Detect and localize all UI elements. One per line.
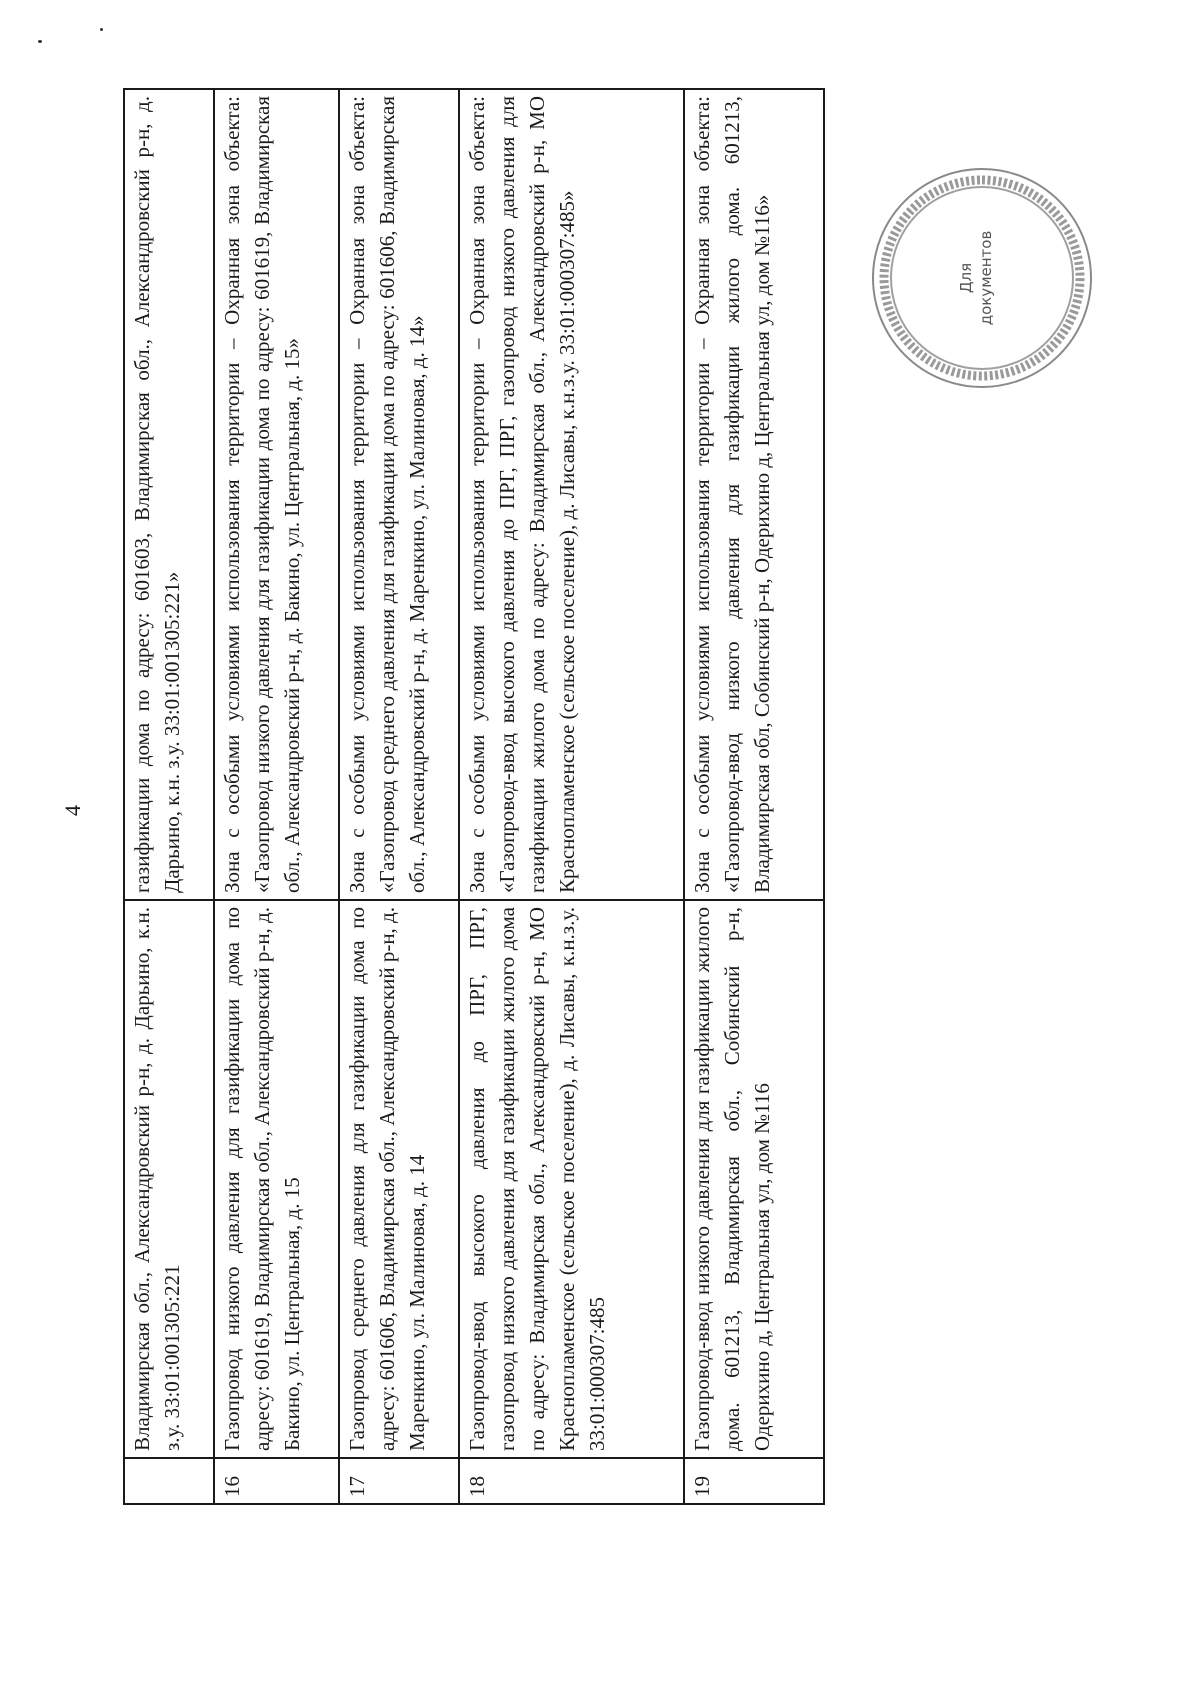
row-number: 16 <box>214 1458 339 1504</box>
seal-center-line2: документов <box>977 230 995 326</box>
object-cell: Газопровод-ввод низкого давления для газификации жилого дома. 601213, Владимирская обл., Собинский р-н, Одерихино д, Центральная ул, дом №116 <box>684 900 824 1458</box>
table-row <box>459 89 684 1504</box>
object-cell: Газопровод среднего давления для газификации дома по адресу: 601606, Владимирская обл., Александровский р-н, д. Маренкино, ул. Малиновая, д. 14 <box>339 900 459 1458</box>
table-row <box>214 89 339 1504</box>
object-cell: Владимирская обл., Александровский р-н, д. Дарьино, к.н. з.у. 33:01:001305:221 <box>124 900 214 1458</box>
object-cell: Газопровод низкого давления для газификации дома по адресу: 601619, Владимирская обл., Александровский р-н, д. Бакино, ул. Центральная, д. 15 <box>214 900 339 1458</box>
zone-cell: Зона с особыми условиями использования территории – Охранная зона объекта: «Газопровод-ввод низкого давления для газификации жилого дома. 601213, Владимирская обл, Собинский р-н, Одерихино д, Центральная ул, дом №116» <box>684 89 824 900</box>
seal-center-line1: Для <box>957 262 975 294</box>
page-number: 4 <box>60 805 85 816</box>
object-cell: Газопровод-ввод высокого давления до ПРГ, ПРГ, газопровод низкого давления для газификации жилого дома по адресу: Владимирская обл., Александровский р-н, МО Краснопламенское (сельское поселение), д. Лисавы, к.н.з.у. 33:01:000307:485 <box>459 900 684 1458</box>
row-number: 17 <box>339 1458 459 1504</box>
zone-cell: Зона с особыми условиями использования территории – Охранная зона объекта: «Газопровод-ввод высокого давления до ПРГ, ПРГ, газопровод низкого давления для газификации жилого дома по адресу: Владимирская обл., Александровский р-н, МО Краснопламенское (сельское поселение), д. Лисавы, к.н.з.у. 33:01:000307:485» <box>459 89 684 900</box>
row-number: 18 <box>459 1458 684 1504</box>
table-row <box>339 89 459 1504</box>
zone-cell: газификации дома по адресу: 601603, Владимирская обл., Александровский р-н, д. Дарьино, к.н. з.у. 33:01:001305:221» <box>124 89 214 900</box>
table-row <box>124 89 214 1504</box>
rotated-table-wrapper <box>123 90 823 1505</box>
scan-speck <box>38 40 42 43</box>
seal-center-text <box>956 170 996 386</box>
scan-speck <box>100 28 103 31</box>
row-number: 19 <box>684 1458 824 1504</box>
table-row <box>684 89 824 1504</box>
zone-cell: Зона с особыми условиями использования территории – Охранная зона объекта: «Газопровод среднего давления для газификации дома по адресу: 601606, Владимирская обл., Александровский р-н, д. Маренкино, ул. Малиновая, д. 14» <box>339 89 459 900</box>
zone-cell: Зона с особыми условиями использования территории – Охранная зона объекта: «Газопровод низкого давления для газификации дома по адресу: 601619, Владимирская обл., Александровский р-н, д. Бакино, ул. Центральная, д. 15» <box>214 89 339 900</box>
row-number <box>124 1458 214 1504</box>
round-seal-stamp <box>872 168 1092 388</box>
zones-table <box>123 88 825 1505</box>
